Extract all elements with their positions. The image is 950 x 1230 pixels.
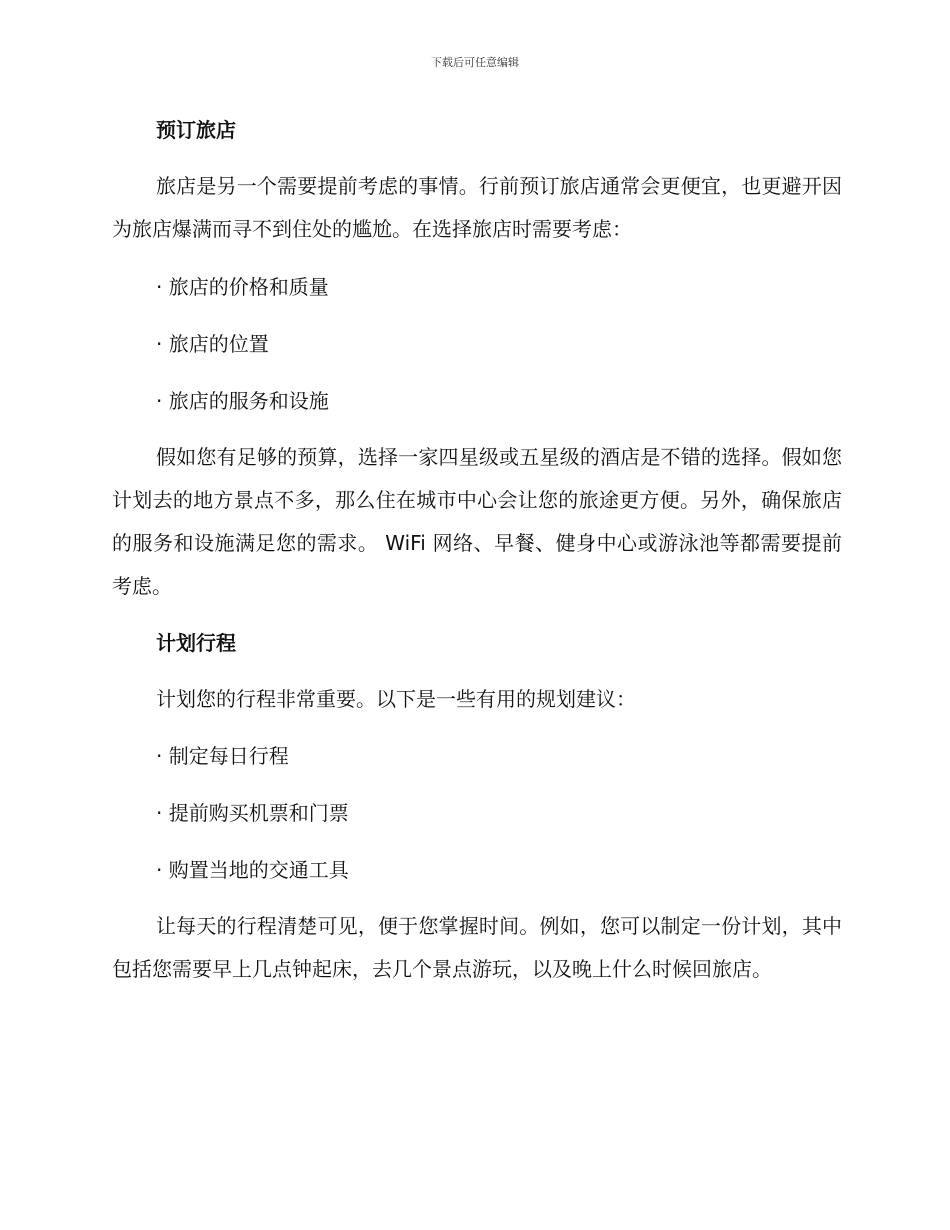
hotel-intro-paragraph: 旅店是另一个需要提前考虑的事情。行前预订旅店通常会更便宜，也更避开因为旅店爆满而寻不到住处的尴尬。在选择旅店时需要考虑：: [112, 174, 842, 241]
list-item: · 旅店的价格和质量: [156, 275, 329, 299]
list-item: · 购置当地的交通工具: [156, 858, 349, 882]
section-heading-itinerary: 计划行程: [156, 631, 236, 655]
list-item: · 旅店的位置: [156, 332, 269, 356]
list-item: · 旅店的服务和设施: [156, 389, 329, 413]
list-item: · 制定每日行程: [156, 744, 289, 768]
page-header: 下载后可任意编辑: [431, 56, 519, 69]
list-item: · 提前购买机票和门票: [156, 801, 349, 825]
itinerary-intro-paragraph: 计划您的行程非常重要。以下是一些有用的规划建议：: [156, 687, 636, 711]
document-body: [112, 108, 842, 991]
section-heading-hotel: 预订旅店: [156, 118, 236, 142]
itinerary-detail-paragraph: 让每天的行程清楚可见，便于您掌握时间。例如，您可以制定一份计划，其中包括您需要早上几点钟起床，去几个景点游玩，以及晚上什么时候回旅店。: [112, 914, 842, 981]
hotel-detail-paragraph: 假如您有足够的预算，选择一家四星级或五星级的酒店是不错的选择。假如您计划去的地方景点不多，那么住在城市中心会让您的旅途更方便。另外，确保旅店的服务和设施满足您的需求。 WiFi 网络、早餐、健身中心或游泳池等都需要提前考虑。: [112, 445, 842, 598]
